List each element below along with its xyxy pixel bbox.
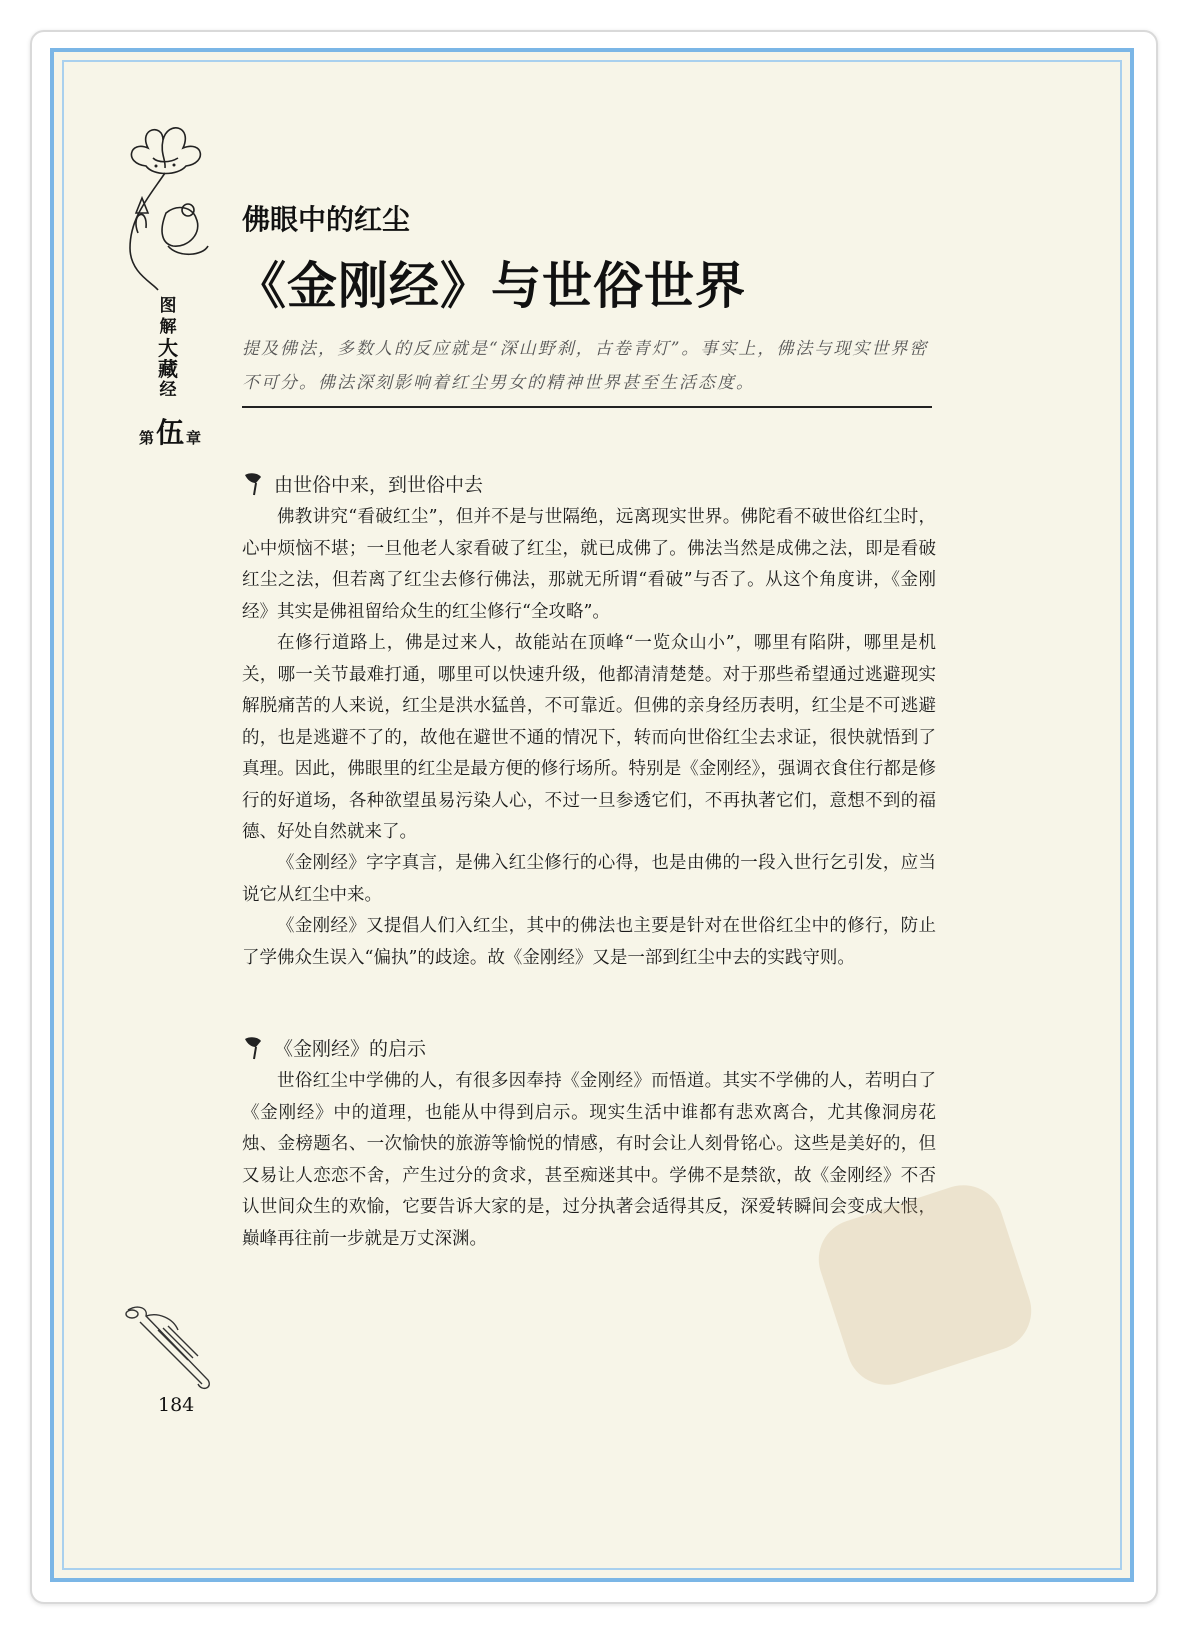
- body-paragraph: 佛教讲究“看破红尘”，但并不是与世隔绝，远离现实世界。佛陀看不破世俗红尘时，心中烦恼不堪；一旦他老人家看破了红尘，就已成佛了。佛法当然是成佛之法，即是看破红尘之法，但若离了红尘去修行佛法，那就无所谓“看破”与否了。从这个角度讲，《金刚经》其实是佛祖留给众生的红尘修行“全攻略”。: [242, 507, 936, 622]
- brush-icon: [242, 1035, 264, 1061]
- watermark-seal: [800, 1180, 1050, 1390]
- page-number: 184: [158, 1394, 195, 1416]
- chapter-label: [130, 418, 210, 448]
- chapter-number: 伍: [155, 416, 184, 449]
- body-paragraph: 世俗红尘中学佛的人，有很多因奉持《金刚经》而悟道。其实不学佛的人，若明白了《金刚经》中的道理，也能从中得到启示。现实生活中谁都有悲欢离合，尤其像洞房花烛、金榜题名、一次愉快的旅游等愉悦的情感，有时会让人刻骨铭心。这些是美好的，但又易让人恋恋不舍，产生过分的贪求，甚至痴迷其中。学佛不是禁欲，故《金刚经》不否认世间众生的欢愉，它要告诉大家的是，过分执著会适得其反，深爱转瞬间会变成大恨，巅峰再往前一步就是万丈深渊。: [242, 1071, 936, 1249]
- page-title: 《金刚经》与世俗世界: [236, 256, 746, 315]
- title-divider: [242, 406, 932, 408]
- section-heading-text: 《金刚经》的启示: [274, 1038, 427, 1060]
- body-paragraph: 《金刚经》又提倡人们入红尘，其中的佛法也主要是针对在世俗红尘中的修行，防止了学佛众生误入“偏执”的歧途。故《金刚经》又是一部到红尘中去的实践守则。: [242, 916, 936, 968]
- body-paragraph: 在修行道路上，佛是过来人，故能站在顶峰“一览众山小”，哪里有陷阱，哪里是机关，哪一关节最难打通，哪里可以快速升级，他都清清楚楚。对于那些希望通过逃避现实解脱痛苦的人来说，红尘是洪水猛兽，不可靠近。但佛的亲身经历表明，红尘是不可逃避的，也是逃避不了的，故他在避世不通的情况下，转而向世俗红尘去求证，很快就悟到了真理。因此，佛眼里的红尘是最方便的修行场所。特别是《金刚经》，强调衣食住行都是修行的好道场，各种欲望虽易污染人心，不过一旦参透它们，不再执著它们，意想不到的福德、好处自然就来了。: [242, 633, 936, 842]
- chapter-prefix: 第: [138, 429, 154, 447]
- brush-icon: [242, 471, 264, 497]
- lotus-figure-illustration: [108, 118, 218, 293]
- book-title-char: 经: [159, 380, 177, 400]
- book-series-label: [148, 296, 188, 401]
- section-heading: [242, 1034, 426, 1061]
- section-heading: [242, 470, 483, 497]
- chapter-suffix: 章: [186, 429, 202, 447]
- scroll-ornament-icon: [118, 1300, 228, 1392]
- book-title-char: 大: [158, 336, 178, 360]
- section-heading-text: 由世俗中来，到世俗中去: [274, 474, 484, 496]
- body-paragraph: 《金刚经》字字真言，是佛入红尘修行的心得，也是由佛的一段入世行乞引发，应当说它从红尘中来。: [242, 853, 936, 905]
- book-title-char: 解: [159, 317, 177, 337]
- page-subtitle: 佛眼中的红尘: [242, 203, 411, 236]
- book-title-char: 图: [159, 296, 177, 316]
- intro-text: 提及佛法，多数人的反应就是“深山野刹，古卷青灯”。事实上，佛法与现实世界密不可分。佛法深刻影响着红尘男女的精神世界甚至生活态度。: [242, 339, 929, 393]
- book-title-char: 藏: [158, 357, 178, 381]
